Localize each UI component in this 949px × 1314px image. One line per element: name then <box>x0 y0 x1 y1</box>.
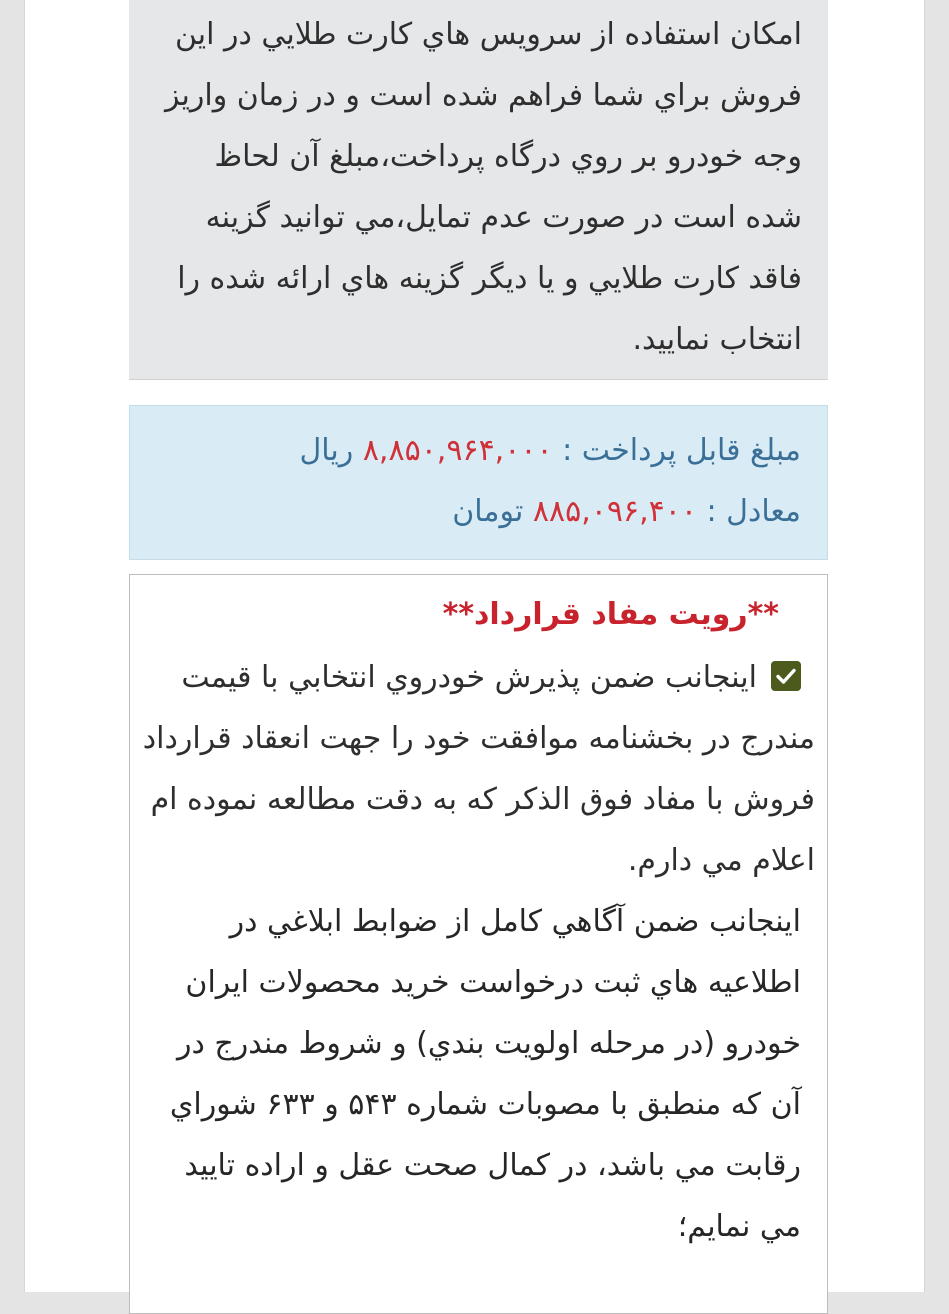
contract-title: **رويت مفاد قرارداد** <box>442 597 779 632</box>
check-icon <box>771 661 801 691</box>
gold-card-notice-text: امكان استفاده از سرويس هاي كارت طلايي در اين فروش براي شما فراهم شده است و در زمان واريز وجه خودرو بر روي درگاه پرداخت،مبلغ آن لحاظ شده است در صورت عدم تمايل،مي توانيد گزينه فاقد كارت طلايي و يا ديگر گزينه هاي ارائه شده را انتخاب نماييد. <box>165 17 802 357</box>
agreement-row[interactable] <box>140 647 815 891</box>
payable-amount-unit: ريال <box>299 433 354 468</box>
contract-terms-box <box>129 574 828 1314</box>
equivalent-amount-unit: تومان <box>452 494 524 529</box>
payable-amount-value: ۸,۸۵۰,۹۶۴,۰۰۰ <box>362 433 553 468</box>
equivalent-amount-row <box>150 481 801 542</box>
agreement-checkbox[interactable] <box>771 661 801 691</box>
agreement-text: اينجانب ضمن پذيرش خودروي انتخابي با قيمت مندرج در بخشنامه موافقت خود را جهت انعقاد قرارداد فروش با مفاد فوق الذكر كه به دقت مطالعه نموده ام اعلام مي دارم. <box>142 660 815 878</box>
payable-amount-row <box>150 420 801 481</box>
equivalent-amount-label: معادل : <box>706 494 801 529</box>
equivalent-amount-value: ۸۸۵,۰۹۶,۴۰۰ <box>532 494 697 529</box>
confirmation-text: اينجانب ضمن آگاهي كامل از ضوابط ابلاغي در اطلاعيه هاي ثبت درخواست خريد محصولات ايران خودرو (در مرحله اولويت بندي) و شروط مندرج در آن كه منطبق با مصوبات شماره ۵۴۳ و ۶۳۳ شوراي رقابت مي باشد، در كمال صحت عقل و اراده تاييد مي نمايم؛ <box>169 904 801 1244</box>
payable-amount-label: مبلغ قابل پرداخت : <box>562 433 801 468</box>
gold-card-notice <box>129 0 828 380</box>
payment-summary <box>129 405 828 560</box>
page-container <box>24 0 925 1292</box>
